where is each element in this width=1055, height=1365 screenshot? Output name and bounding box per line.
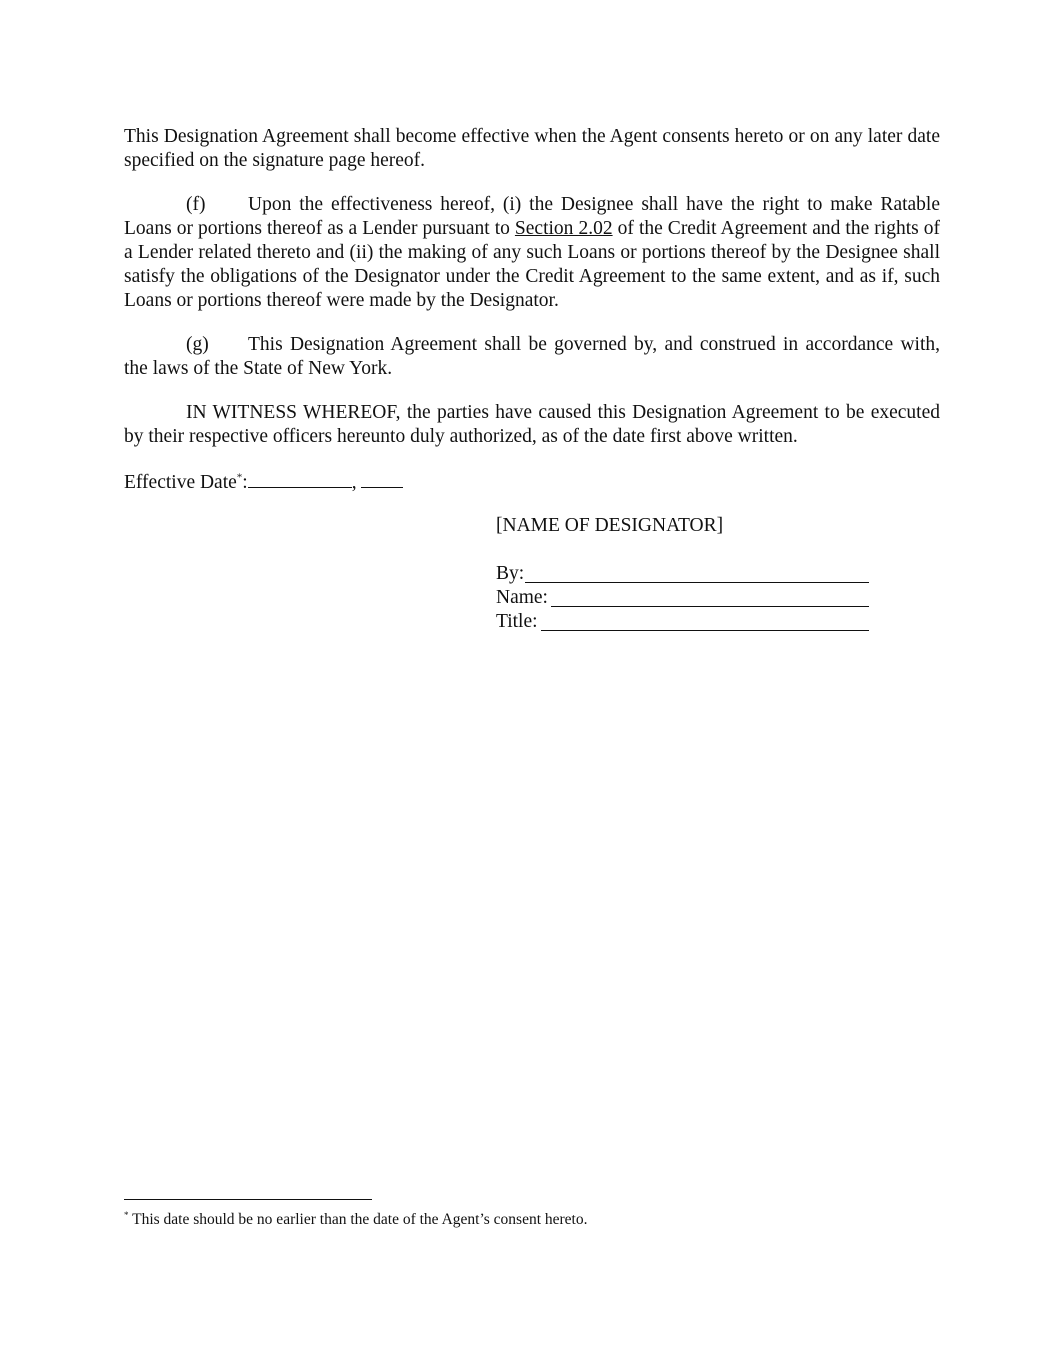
effective-date-line	[124, 469, 940, 495]
effective-date-colon: :	[242, 472, 248, 493]
name-signature-line[interactable]	[551, 606, 869, 607]
title-signature-line[interactable]	[541, 630, 869, 631]
name-label: Name:	[496, 587, 548, 608]
witness-paragraph	[124, 401, 940, 449]
effective-date-blank[interactable]	[248, 469, 352, 488]
footnote-separator	[124, 1199, 372, 1200]
paragraph-g	[124, 333, 940, 381]
paragraph-f	[124, 193, 940, 313]
section-reference-link[interactable]: Section 2.02	[514, 218, 613, 239]
effective-date-label: Effective Date	[124, 472, 237, 493]
footnote-marker: *	[124, 1209, 129, 1220]
witness-text: IN WITNESS WHEREOF, the parties have caused this Designation Agreement to be executed by their respective officers hereunto duly authorized, as of the date first above written.	[124, 402, 940, 447]
footnote-text: This date should be no earlier than the date of the Agent’s consent hereto.	[128, 1211, 588, 1228]
paragraph-f-text-before: Upon the effectiveness hereof, (i) the Designee shall have the right to make Ratable Loans or portions thereof as a Lender pursuant to	[124, 194, 940, 239]
title-label: Title:	[496, 611, 538, 632]
by-label: By:	[496, 563, 525, 584]
paragraph-f-text-after: of the Credit Agreement and the rights of a Lender related thereto and (ii) the making of any such Loans or portions thereof by the Designee shall satisfy the obligations of the Designator under the Credit Agreement to the same extent, and as if, such Loans or portions thereof were made by the Designator.	[124, 218, 940, 311]
effective-date-comma: ,	[351, 472, 357, 493]
effectiveness-paragraph: This Designation Agreement shall become effective when the Agent consents hereto or on any later date specified on the signature page hereof.	[124, 126, 940, 171]
paragraph-f-label: (f)	[186, 194, 206, 215]
paragraph-g-text: This Designation Agreement shall be governed by, and construed in accordance with, the laws of the State of New York.	[124, 334, 940, 379]
effective-year-blank[interactable]	[361, 469, 403, 488]
paragraph-g-label: (g)	[186, 334, 209, 355]
signature-block	[496, 514, 876, 644]
designator-name: [NAME OF DESIGNATOR]	[496, 515, 724, 536]
footnote	[124, 1210, 587, 1230]
by-signature-line[interactable]	[525, 582, 869, 583]
footnote-marker: *	[236, 471, 243, 484]
